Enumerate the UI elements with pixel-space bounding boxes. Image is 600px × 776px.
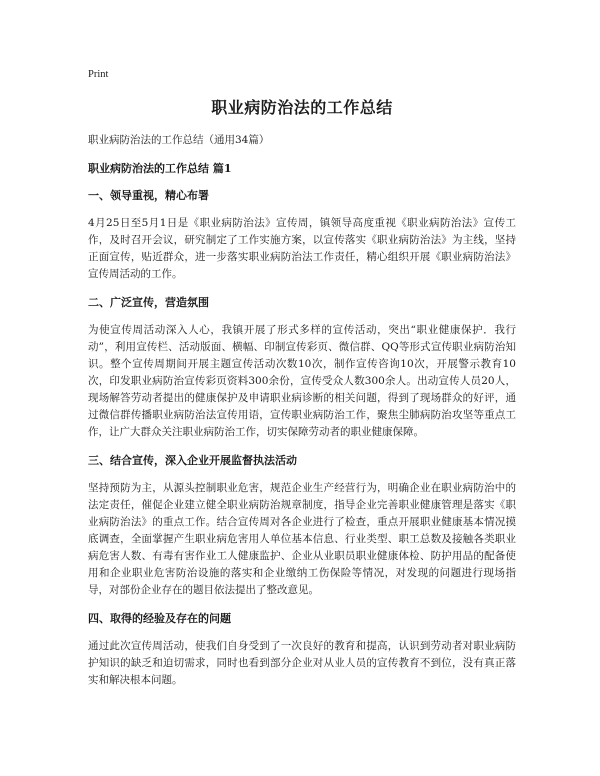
print-label: Print	[88, 69, 109, 80]
section-1	[88, 188, 516, 283]
document-subtitle: 职业病防治法的工作总结（通用34篇）	[88, 134, 270, 146]
section-heading: 一、领导重视，精心布署	[88, 189, 209, 202]
section-4	[88, 611, 516, 689]
section-3	[88, 453, 516, 599]
section-2	[88, 295, 516, 441]
section-heading: 三、结合宣传，深入企业开展监督执法活动	[88, 454, 297, 467]
section-title: 职业病防治法的工作总结 篇1	[88, 162, 232, 175]
document-page	[88, 68, 516, 701]
section-body: 为使宣传周活动深入人心，我镇开展了形式多样的宣传活动，突出“职业健康保护．我行动”，利用宣传栏、活动版面、横幅、印制宣传彩页、微信群、QQ等形式宣传职业病防治知识。整个宣传周期间开展主题宣传活动次数10次，制作宣传咨询10次，开展警示教育10次，印发职业病防治宣传彩页资料300余份，宣传受众人数300余人。出动宣传人员20人，现场解答劳动者提出的健康保护及申请职业病诊断的相关问题，得到了现场群众的好评，通过微信群传播职业病防治法宣传用语，宣传职业病防治工作，聚焦尘肺病防治攻坚等重点工作，让广大群众关注职业病防治工作，切实保障劳动者的职业健康保障。	[88, 324, 516, 438]
section-heading: 四、取得的经验及存在的问题	[88, 612, 231, 625]
section-body: 通过此次宣传周活动，使我们自身受到了一次良好的教育和提高，认识到劳动者对职业病防护知识的缺乏和迫切需求，同时也看到部分企业对从业人员的宣传教育不到位，没有真正落实和解决根本问题。	[88, 640, 516, 686]
section-body: 坚持预防为主，从源头控制职业危害，规范企业生产经营行为，明确企业在职业病防治中的法定责任，催促企业建立健全职业病防治规章制度，指导企业完善职业健康管理是落实《职业病防治法》的重点工作。结合宣传周对各企业进行了检查，重点开展职业健康基本情况摸底调查，全面掌握产生职业病危害用人单位基本信息、行业类型、职工总数及接触各类职业病危害人数、有毒有害作业工人健康监护、企业从业职员职业健康体检、防护用品的配备使用和企业职业危害防治设施的落实和企业缴纳工伤保险等情况，对发现的问题进行现场指导，对部份企业存在的题目依法提出了整改意见。	[88, 482, 516, 596]
document-title: 职业病防治法的工作总结	[211, 98, 393, 117]
section-heading: 二、广泛宣传，营造氛围	[88, 296, 209, 309]
section-body: 4月25日至5月1日是《职业病防治法》宣传周，镇领导高度重视《职业病防治法》宣传工作，及时召开会议，研究制定了工作实施方案，以宣传落实《职业病防治法》为主线，坚持正面宣传，贴近群众，进一步落实职业病防治法工作责任，精心组织开展《职业病防治法》宣传周活动的工作。	[88, 217, 516, 280]
